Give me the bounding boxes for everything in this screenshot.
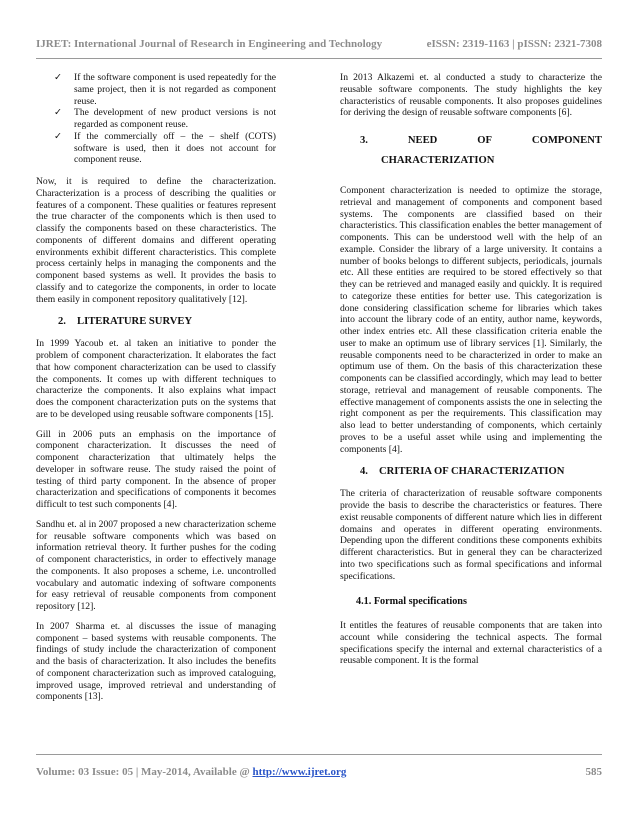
paragraph: The criteria of characterization of reusable software components provide the basis to describe the characteristics or features. There exist reusable components of different nature which lies in different domains and operates in different operating environments. Depending upon the different conditions these components exhibits different characteristics. But in general they can be characterized into two specifications such as formal specifications and informal specifications. xyxy=(340,488,602,582)
paragraph: In 1999 Yacoub et. al taken an initiative to ponder the problem of component characterization. It elaborates the fact that how component characterization can be used to classify the components. It comes up with different techniques to characterize the components. It also explains what impact does the component characterization puts on the systems that are to be developed using reusable software components [15]. xyxy=(36,338,276,420)
issn: eISSN: 2319-1163 | pISSN: 2321-7308 xyxy=(426,38,602,50)
paragraph: Sandhu et. al in 2007 proposed a new characterization scheme for reusable software components which was based on information retrieval theory. It further pushes for the coding of component characteristics, in order to effectively manage the components. It also proposes a scheme, i.e. uncontrolled vocabulary and automatic indexing of software components for easy retrieval of reusable components from component repository [12]. xyxy=(36,518,276,612)
paragraph: In 2007 Sharma et. al discusses the issue of managing component – based systems with reusable components. The findings of study include the characterization of component and the basis of characterization. It also includes the benefits of component characterization such as improved cataloguing, improved usage, improved retrieval and understanding of components [13]. xyxy=(36,620,276,703)
section-heading: 4. CRITERIA OF CHARACTERIZATION xyxy=(360,466,565,478)
journal-link[interactable]: http://www.ijret.org xyxy=(252,766,347,778)
page-header xyxy=(36,38,602,50)
footer-rule xyxy=(36,754,602,755)
header-rule xyxy=(36,58,602,59)
checkmark-icon: ✓ xyxy=(54,130,63,142)
subsection-heading: 4.1. Formal specifications xyxy=(356,596,467,608)
paragraph: Component characterization is needed to optimize the storage, retrieval and management of components and component based systems. The components are classified based on their characteristics. This classification enables the better management of components. This can be understood well with the help of an example. Consider the library of a large university. It contains a number of books belongs to different subjects, periodicals, journals etc. All these entities are required to be stored effectively so that they can be retrieved and managed easily and quickly. It is required to categorize these entities for better use. This categorization is done considering classification scheme for libraries which takes into account the library code of an entity, author name, keywords, other index entries etc. All these classification criteria enable the user to make an optimum use of library services [1]. Similarly, the reusable components need to be characterized in order to make an optimum use of them. On the basis of this characterization these components can be classified accordingly, which may lead to better storage, retrieval and management of reusable components. The effective management of components assists the one in selecting the right component as per the requirements. This classification may also lead to better understanding of components, which certainly proves to be a useful asset while using and implementing the components [4]. xyxy=(340,185,602,455)
page-number: 585 xyxy=(585,766,602,778)
paragraph: Gill in 2006 puts an emphasis on the importance of component characterization. It discusses the need of component characterization that ultimately helps the developer in software reuse. The study raised the point of testing of third party component. In the absence of proper characterization and specifications of components it becomes difficult to test such components [4]. xyxy=(36,428,276,510)
paragraph: In 2013 Alkazemi et. al conducted a study to characterize the reusable software components. The study highlights the key characteristics of reusable components. It also proposes guidelines for deriving the design of reusable software components [6]. xyxy=(340,72,602,119)
journal-name: IJRET: International Journal of Research in Engineering and Technology xyxy=(36,38,383,50)
paragraph: It entitles the features of reusable components that are taken into account while considering the technical aspects. The formal specifications specify the internal and external characteristics of a reusable component. It is the formal xyxy=(340,620,602,667)
volume-info: Volume: 03 Issue: 05 | May-2014, Available @ http://www.ijret.org xyxy=(36,766,347,778)
list-item: ✓ If the commercially off – the – shelf (COTS) software is used, then it does not account for component reuse. xyxy=(54,130,276,166)
section-heading: 3. NEED OF COMPONENT CHARACTERIZATION xyxy=(360,135,602,166)
checkmark-icon: ✓ xyxy=(54,107,63,119)
paragraph: Now, it is required to define the characterization. Characterization is a process of describing the qualities or features of a component. These qualities or features represent the true character of the components which is then used to classify the components based on these characteristics. The components of different domains and different operating environments exhibit different characteristics. This complete process certainly helps in managing the components and the component based systems as well. It provides the basis to classify and to categorize the components, in order to locate them easily in component repository qualitatively [12]. xyxy=(36,176,276,305)
list-item: ✓ If the software component is used repeatedly for the same project, then it is not regarded as component reuse. xyxy=(54,72,276,107)
reuse-exclusion-list xyxy=(36,72,276,166)
left-column xyxy=(36,72,276,711)
page-footer xyxy=(36,766,602,778)
right-column xyxy=(340,72,602,675)
list-item: ✓ The development of new product versions is not regarded as component reuse. xyxy=(54,107,276,130)
section-heading: 2. LITERATURE SURVEY xyxy=(58,316,193,328)
checkmark-icon: ✓ xyxy=(54,72,63,83)
